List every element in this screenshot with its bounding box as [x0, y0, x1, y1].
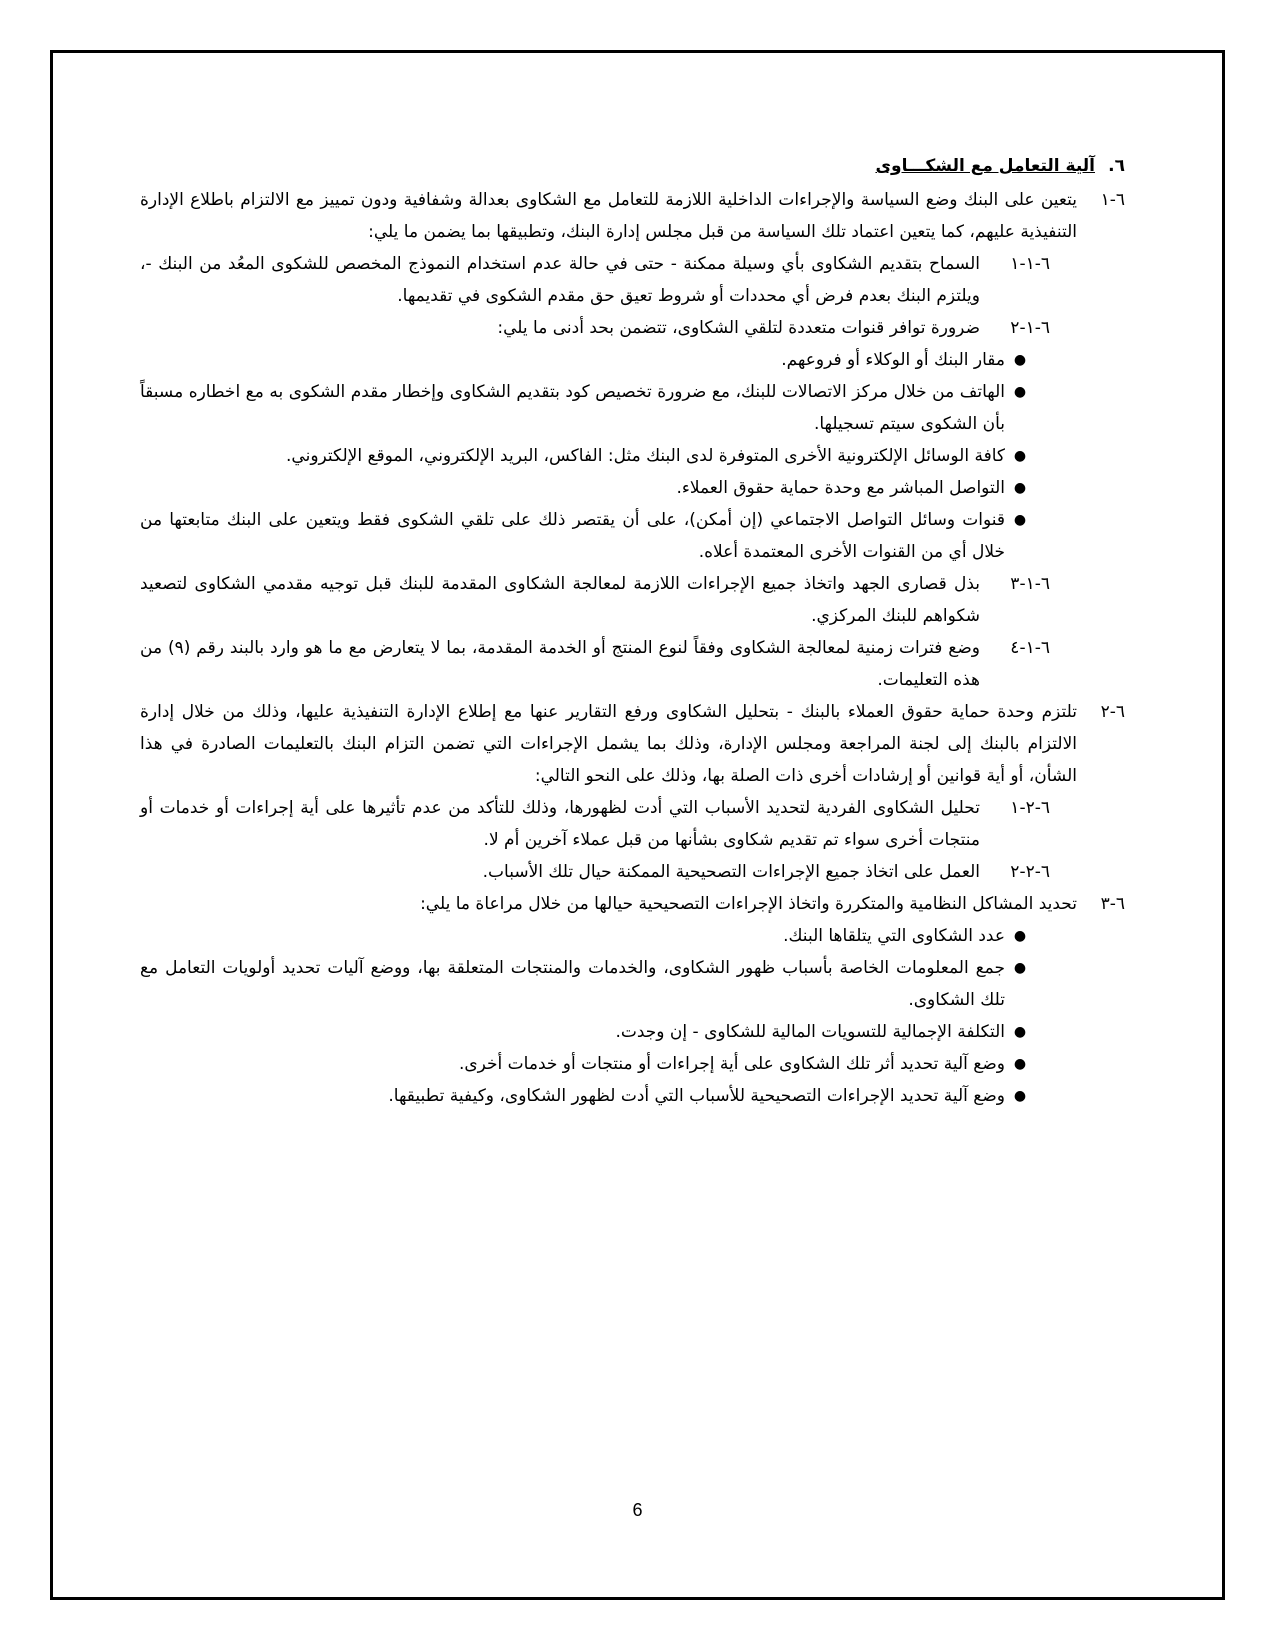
clause-number: ٦-١ [1100, 190, 1125, 210]
sub-clause [140, 248, 1125, 312]
clause-number: ٦-٣ [1100, 894, 1125, 914]
clause-text: التكلفة الإجمالية للتسويات المالية للشكاوى - إن وجدت. [615, 1022, 1005, 1042]
bullet-icon: ● [1013, 1088, 1027, 1104]
bullet-icon: ● [1013, 960, 1027, 976]
sub-clause [140, 312, 1125, 344]
bullet-item [140, 920, 1125, 952]
section-title: آلية التعامل مع الشكـــاوى [875, 156, 1095, 176]
bullet-item [140, 1048, 1125, 1080]
bullet-icon: ● [1013, 512, 1027, 528]
clause-number: ٦-٢ [1100, 702, 1125, 722]
clause-number: ٦-١-٣ [1010, 574, 1050, 594]
bullet-icon: ● [1013, 480, 1027, 496]
clause-number: ٦-١-٢ [1010, 318, 1050, 338]
section-number: ٦. [1108, 156, 1125, 176]
document-body [140, 150, 1125, 1112]
clause-number: ٦-١-١ [1010, 254, 1050, 274]
sub-clause [140, 568, 1125, 632]
sub-clause [140, 856, 1125, 888]
clause [140, 184, 1125, 248]
bullet-icon: ● [1013, 352, 1027, 368]
clause-number: ٦-٢-٢ [1010, 862, 1050, 882]
clause-text: يتعين على البنك وضع السياسة والإجراءات الداخلية اللازمة للتعامل مع الشكاوى بعدالة وشفافية ودون تمييز مع الالتزام باطلاع الإدارة التنفيذية عليهم، كما يتعين اعتماد تلك السياسة من قبل مجلس إدارة البنك، وتطبيقها بما يضمن ما يلي: [140, 190, 1077, 242]
clause-text: تحديد المشاكل النظامية والمتكررة واتخاذ الإجراءات التصحيحية حيالها من خلال مراعاة ما يلي: [420, 894, 1077, 914]
bullet-icon: ● [1013, 1056, 1027, 1072]
clause-number: ٦-١-٤ [1010, 638, 1050, 658]
bullet-icon: ● [1013, 1024, 1027, 1040]
section-heading [140, 150, 1125, 182]
clause-text: بذل قصارى الجهد واتخاذ جميع الإجراءات اللازمة لمعالجة الشكاوى المقدمة للبنك قبل توجيه مقدمي الشكاوى لتصعيد شكواهم للبنك المركزي. [140, 574, 980, 626]
bullet-item [140, 376, 1125, 440]
clause-text: مقار البنك أو الوكلاء أو فروعهم. [781, 350, 1005, 370]
bullet-icon: ● [1013, 448, 1027, 464]
bullet-item [140, 1016, 1125, 1048]
sub-clause [140, 792, 1125, 856]
clause-text: العمل على اتخاذ جميع الإجراءات التصحيحية الممكنة حيال تلك الأسباب. [482, 862, 980, 882]
clause-text: قنوات وسائل التواصل الاجتماعي (إن أمكن)، على أن يقتصر ذلك على تلقي الشكوى فقط ويتعين على البنك متابعتها من خلال أي من القنوات الأخرى المعتمدة أعلاه. [140, 510, 1005, 562]
clause-text: عدد الشكاوى التي يتلقاها البنك. [783, 926, 1005, 946]
bullet-item [140, 504, 1125, 568]
clause [140, 696, 1125, 792]
clause [140, 888, 1125, 920]
bullet-icon: ● [1013, 384, 1027, 400]
clause-text: ضرورة توافر قنوات متعددة لتلقي الشكاوى، تتضمن بحد أدنى ما يلي: [497, 318, 980, 338]
clause-text: جمع المعلومات الخاصة بأسباب ظهور الشكاوى، والخدمات والمنتجات المتعلقة بها، ووضع آليات تحديد أولويات التعامل مع تلك الشكاوى. [140, 958, 1005, 1010]
clause-text: السماح بتقديم الشكاوى بأي وسيلة ممكنة - حتى في حالة عدم استخدام النموذج المخصص للشكوى المعُد من البنك -، ويلتزم البنك بعدم فرض أي محددات أو شروط تعيق حق مقدم الشكوى في تقديمها. [140, 254, 980, 306]
page-number: 6 [632, 1500, 643, 1520]
clause-text: تلتزم وحدة حماية حقوق العملاء بالبنك - بتحليل الشكاوى ورفع التقارير عنها مع إطلاع الإدارة التنفيذية عليها، وذلك من خلال إدارة الالتزام بالبنك إلى لجنة المراجعة ومجلس الإدارة، وذلك بما يشمل الإجراءات التي تضمن التزام البنك بالتعليمات الصادرة في هذا الشأن، أو أية قوانين أو إرشادات أخرى ذات الصلة بها، وذلك على النحو التالي: [140, 702, 1077, 786]
clause-text: تحليل الشكاوى الفردية لتحديد الأسباب التي أدت لظهورها، وذلك للتأكد من عدم تأثيرها على أية إجراءات أو خدمات أو منتجات أخرى سواء تم تقديم شكاوى بشأنها من قبل عملاء آخرين أم لا. [140, 798, 980, 850]
sub-clause [140, 632, 1125, 696]
clause-text: كافة الوسائل الإلكترونية الأخرى المتوفرة لدى البنك مثل: الفاكس، البريد الإلكتروني، الموقع الإلكتروني. [286, 446, 1005, 466]
section-items [140, 184, 1125, 1112]
bullet-item [140, 1080, 1125, 1112]
clause-text: الهاتف من خلال مركز الاتصالات للبنك، مع ضرورة تخصيص كود بتقديم الشكاوى وإخطار مقدم الشكوى به مع اخطاره مسبقاً بأن الشكوى سيتم تسجيلها. [140, 382, 1005, 434]
bullet-item [140, 440, 1125, 472]
clause-text: وضع آلية تحديد أثر تلك الشكاوى على أية إجراءات أو منتجات أو خدمات أخرى. [458, 1054, 1005, 1074]
clause-text: وضع آلية تحديد الإجراءات التصحيحية للأسباب التي أدت لظهور الشكاوى، وكيفية تطبيقها. [388, 1086, 1005, 1106]
bullet-item [140, 472, 1125, 504]
clause-text: التواصل المباشر مع وحدة حماية حقوق العملاء. [676, 478, 1005, 498]
bullet-icon: ● [1013, 928, 1027, 944]
clause-number: ٦-٢-١ [1010, 798, 1050, 818]
bullet-item [140, 952, 1125, 1016]
clause-text: وضع فترات زمنية لمعالجة الشكاوى وفقاً لنوع المنتج أو الخدمة المقدمة، بما لا يتعارض مع ما هو وارد بالبند رقم (٩) من هذه التعليمات. [140, 638, 980, 690]
bullet-item [140, 344, 1125, 376]
